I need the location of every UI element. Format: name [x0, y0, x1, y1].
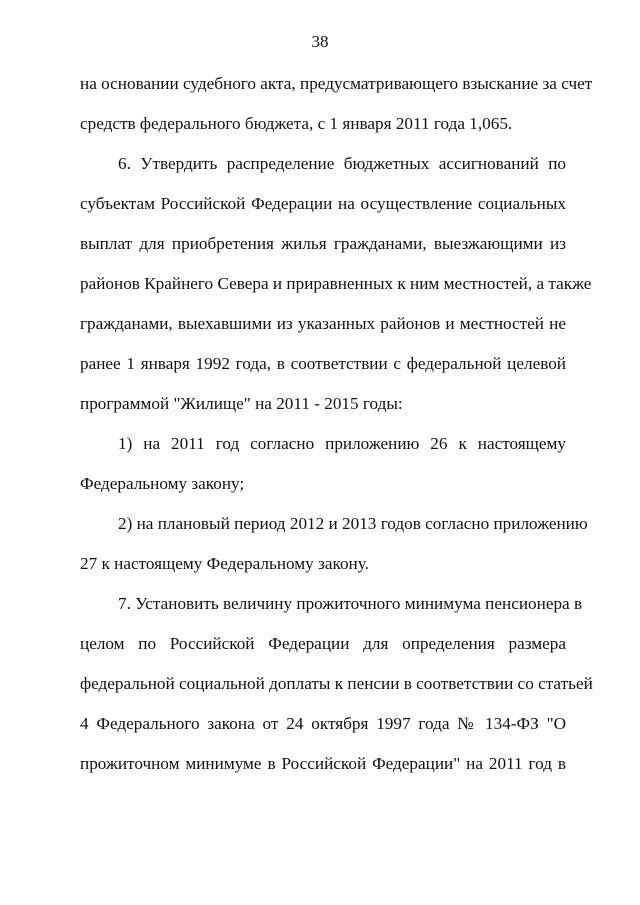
text-line: субъектам Российской Федерации на осуществление социальных [80, 194, 566, 213]
text-line: 27 к настоящему Федеральному закону. [80, 554, 369, 573]
text-line: средств федерального бюджета, с 1 января 2011 года 1,065. [80, 114, 513, 133]
text-line: Федеральному закону; [80, 474, 245, 493]
text-line: районов Крайнего Севера и приравненных к ним местностей, а также [80, 274, 592, 293]
text-line: федеральной социальной доплаты к пенсии в соответствии со статьей [80, 674, 593, 693]
text-line: целом по Российской Федерации для определения размера [80, 634, 566, 653]
page-number: 38 [311, 32, 329, 51]
text-line: прожиточном минимуме в Российской Федерации" на 2011 год в [80, 754, 566, 773]
text-line: программой "Жилище" на 2011 - 2015 годы: [80, 394, 403, 413]
item-2-first-line: 2) на плановый период 2012 и 2013 годов согласно приложению [118, 514, 588, 533]
text-line: гражданами, выехавшими из указанных районов и местностей не [80, 314, 566, 333]
text-line: выплат для приобретения жилья гражданами, выезжающими из [80, 234, 566, 253]
text-line: на основании судебного акта, предусматривающего взыскание за счет [80, 74, 593, 93]
item-1-first-line: 1) на 2011 год согласно приложению 26 к настоящему [118, 434, 566, 453]
paragraph-7-first-line: 7. Установить величину прожиточного минимума пенсионера в [118, 594, 583, 613]
text-line: ранее 1 января 1992 года, в соответствии с федеральной целевой [80, 354, 566, 373]
text-line: 4 Федерального закона от 24 октября 1997 года № 134-ФЗ "О [80, 714, 566, 733]
paragraph-6-first-line: 6. Утвердить распределение бюджетных ассигнований по [118, 154, 566, 173]
